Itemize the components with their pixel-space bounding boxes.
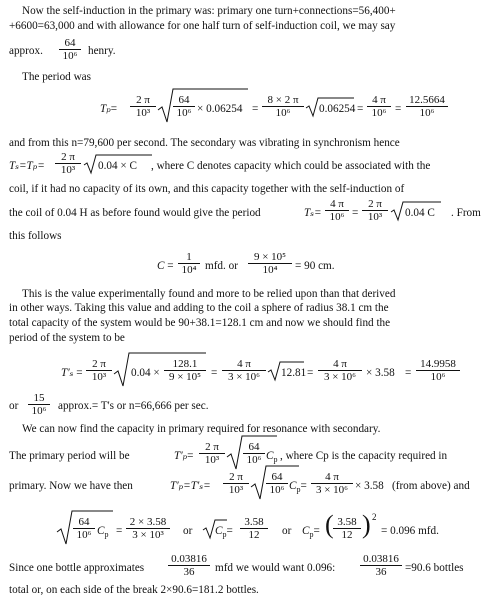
radicand: 0.04 C	[405, 207, 435, 219]
fraction	[360, 553, 402, 578]
fraction	[73, 516, 95, 541]
text-line: in other ways. Taking this value and adding to the coil a sphere of radius 38.1 cm the	[9, 302, 389, 314]
fraction	[325, 198, 349, 223]
numerator: 4 π	[333, 358, 347, 370]
radicand: 12.81	[281, 367, 307, 379]
denominator: 10⁶	[73, 528, 95, 541]
equals: =	[307, 367, 314, 379]
fraction	[266, 471, 288, 496]
denominator: 10⁶	[59, 49, 81, 62]
text-line: (from above) and	[392, 480, 470, 492]
denominator: 10⁶	[266, 483, 288, 496]
numerator: 2 π	[229, 471, 243, 483]
denominator: 3 × 10⁶	[311, 483, 353, 496]
numerator: 3.58	[244, 516, 264, 528]
numerator: 0.03816	[171, 553, 207, 565]
text-line: mfd. or	[205, 260, 238, 272]
ts-tp-symbol: Tₛ=Tₚ=	[9, 160, 45, 172]
fraction	[406, 94, 448, 119]
denominator: 36	[360, 565, 402, 578]
equals: =	[405, 367, 412, 379]
exponent: 2	[372, 512, 377, 522]
text-line: or	[282, 525, 292, 537]
denominator: 10⁴	[248, 263, 292, 276]
text-line: mfd we would want 0.096:	[215, 562, 336, 574]
denominator: 12	[333, 528, 361, 541]
numerator: 14.9958	[420, 358, 456, 370]
fraction	[311, 471, 353, 496]
cp-symbol: $C_p=$	[302, 525, 320, 540]
fraction	[86, 358, 112, 383]
text-line: = 90 cm.	[295, 260, 335, 272]
fraction	[168, 553, 210, 578]
denominator: 10⁶	[416, 370, 460, 383]
text-line: The primary period will be	[9, 450, 130, 462]
numerator: 2 π	[92, 358, 106, 370]
tpp-ts-symbol: T′ₚ=T′ₛ=	[170, 480, 211, 492]
numerator: 4 π	[372, 94, 386, 106]
denominator: 10⁶	[325, 210, 349, 223]
fraction	[178, 251, 200, 276]
denominator: 10³	[223, 483, 249, 496]
numerator: 2 π	[368, 198, 382, 210]
text-line: We can now find the capacity in primary required for resonance with secondary.	[22, 423, 381, 435]
fraction	[164, 358, 206, 383]
text-line: Now the self-induction in the primary was: primary one turn+connections=56,400+	[22, 5, 396, 17]
text-line: = 0.096 mfd.	[381, 525, 439, 537]
fraction	[243, 441, 265, 466]
denominator: 3 × 10⁶	[222, 370, 266, 383]
numerator: 1	[186, 251, 192, 263]
fraction	[318, 358, 362, 383]
denominator: 9 × 10⁵	[164, 370, 206, 383]
fraction	[240, 516, 268, 541]
denominator: 12	[240, 528, 268, 541]
fraction	[362, 198, 388, 223]
fraction	[59, 37, 81, 62]
numerator: 15	[33, 392, 45, 404]
numerator: 9 × 10⁵	[253, 251, 287, 263]
denominator: 3 × 10³	[126, 528, 170, 541]
text-line: primary. Now we have then	[9, 480, 133, 492]
cp-symbol: $C_p$	[97, 525, 109, 540]
fraction	[55, 151, 81, 176]
text-line: . From	[451, 207, 481, 219]
numerator: 12.5664	[409, 94, 445, 106]
math-term: × 0.06254	[197, 103, 243, 115]
left-paren: (	[325, 510, 334, 539]
equals: =	[357, 103, 364, 115]
text-line: The period was	[22, 71, 91, 83]
numerator: 64	[248, 441, 260, 453]
numerator: 64	[78, 516, 90, 528]
text-line: this follows	[9, 230, 62, 242]
denominator: 10⁶	[367, 106, 391, 119]
c-symbol: C =	[157, 260, 174, 272]
math-term: × 3.58	[355, 480, 384, 492]
tpp-symbol: T′ₚ=	[174, 450, 194, 462]
text-line: coil, if it had no capacity of its own, and this capacity together with the self-induction of	[9, 183, 405, 195]
text-line: henry.	[88, 45, 116, 57]
math-term: × 3.58	[366, 367, 395, 379]
numerator: 4 π	[330, 198, 344, 210]
numerator: 64	[64, 37, 76, 49]
fraction	[262, 94, 304, 119]
text-line: total capacity of the system would be 90+38.1=128.1 cm and now we should find the	[9, 317, 391, 329]
denominator: 3 × 10⁶	[318, 370, 362, 383]
text-line: or	[183, 525, 193, 537]
fraction	[223, 471, 249, 496]
text-line: total or, on each side of the break 2×90.6=181.2 bottles.	[9, 584, 259, 596]
ts-symbol: Tₛ=	[304, 207, 322, 219]
text-line: period of the system to be	[9, 332, 125, 344]
text-line: or	[9, 400, 19, 412]
numerator: 2 π	[136, 94, 150, 106]
denominator: 10³	[55, 163, 81, 176]
fraction	[199, 441, 225, 466]
denominator: 10⁶	[406, 106, 448, 119]
text-line: +6600=63,000 and with allowance for one half turn of self-induction coil, we may say	[9, 20, 396, 32]
text-line: and from this n=79,600 per second. The secondary was vibrating in synchronism hence	[9, 137, 400, 149]
equals: =	[211, 367, 218, 379]
cp-symbol: $C_p=$	[289, 480, 307, 495]
denominator: 10³	[130, 106, 156, 119]
radicand: 0.04 × C	[98, 160, 137, 172]
text-line: This is the value experimentally found and more to be relied upon than that derived	[22, 288, 396, 300]
math-term: 0.04 ×	[131, 367, 160, 379]
text-line: the coil of 0.04 H as before found would give the period	[9, 207, 261, 219]
numerator: 8 × 2 π	[267, 94, 299, 106]
numerator: 2 π	[205, 441, 219, 453]
radicand: 0.06254	[319, 103, 356, 115]
tps-symbol: T′ₛ =	[61, 367, 83, 379]
denominator: 10⁶	[243, 453, 265, 466]
text-line: , where C denotes capacity which could be associated with the	[151, 160, 431, 172]
numerator: 2 π	[61, 151, 75, 163]
text-line: Since one bottle approximates	[9, 562, 145, 574]
denominator: 10⁶	[262, 106, 304, 119]
numerator: 128.1	[172, 358, 198, 370]
fraction	[222, 358, 266, 383]
numerator: 64	[178, 94, 190, 106]
equals: =	[352, 207, 359, 219]
denominator: 10³	[199, 453, 225, 466]
denominator: 10⁶	[173, 106, 195, 119]
fraction	[367, 94, 391, 119]
numerator: 4 π	[237, 358, 251, 370]
equals: =	[252, 103, 259, 115]
denominator: 10³	[86, 370, 112, 383]
equals: =	[116, 525, 123, 537]
numerator: 64	[271, 471, 283, 483]
text-line: =90.6 bottles	[405, 562, 464, 574]
cp-symbol: $C_p$	[266, 450, 278, 465]
right-paren: )	[362, 510, 371, 539]
numerator: 4 π	[325, 471, 339, 483]
denominator: 10⁴	[178, 263, 200, 276]
tp-symbol: Tₚ=	[100, 103, 118, 115]
denominator: 36	[168, 565, 210, 578]
fraction	[126, 516, 170, 541]
fraction	[333, 516, 361, 541]
fraction	[130, 94, 156, 119]
text-line: approx.= T's or n=66,666 per sec.	[58, 400, 209, 412]
numerator: 0.03816	[363, 553, 399, 565]
denominator: 10³	[362, 210, 388, 223]
numerator: 2 × 3.58	[129, 516, 167, 528]
fraction	[173, 94, 195, 119]
text-line: , where Cp is the capacity required in	[280, 450, 448, 462]
fraction	[28, 392, 50, 417]
cp-symbol: $C_p=$	[215, 525, 233, 540]
fraction	[248, 251, 292, 276]
equals: =	[395, 103, 402, 115]
text-line: approx.	[9, 45, 43, 57]
denominator: 10⁶	[28, 404, 50, 417]
fraction	[416, 358, 460, 383]
numerator: 3.58	[337, 516, 357, 528]
